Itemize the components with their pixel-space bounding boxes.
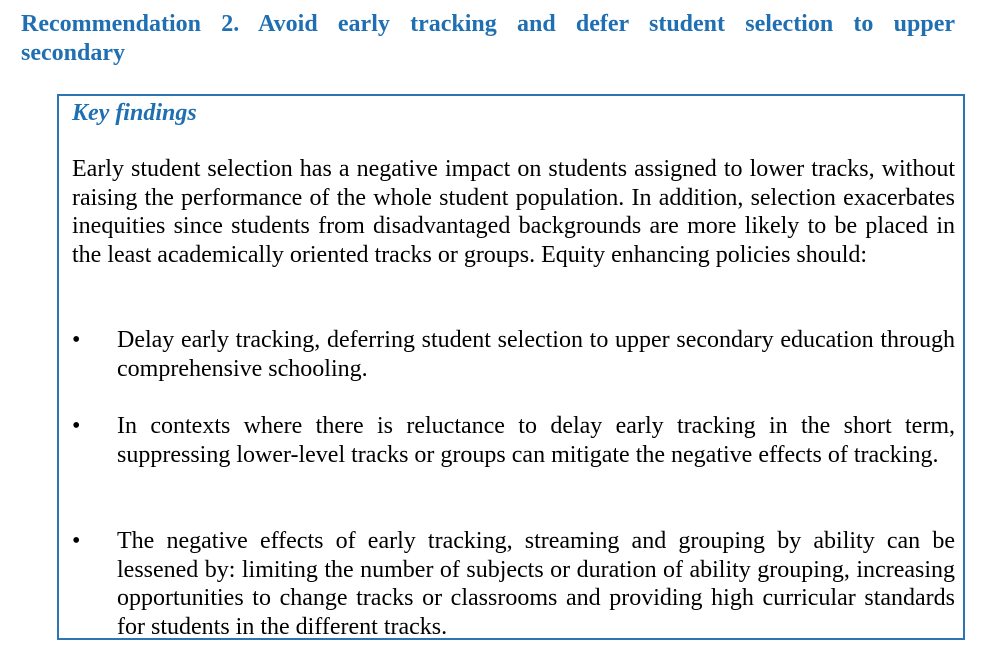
bullet-text: Delay early tracking, deferring student selection to upper secondary education through comprehensive schooling. [117,327,955,382]
bullet-icon: • [72,528,81,554]
key-findings-title: Key findings [72,100,197,126]
key-findings-box [57,94,965,640]
findings-bullet-list [59,96,963,638]
bullet-text: The negative effects of early tracking, streaming and grouping by ability can be lessened by: limiting the number of subjects or duration of ability grouping, increasing opportunities to change tracks or classrooms and providing high curricular standards for students in the different tracks. [117,528,955,640]
key-findings-intro: Early student selection has a negative impact on students assigned to lower tracks, without raising the performance of the whole student population. In addition, selection exacerbates inequities since students from disadvantaged backgrounds are more likely to be placed in the least academically oriented tracks or groups. Equity enhancing policies should: [72,156,955,268]
bullet-icon: • [72,413,81,439]
bullet-text: In contexts where there is reluctance to delay early tracking in the short term, suppressing lower-level tracks or groups can mitigate the negative effects of tracking. [117,413,955,468]
bullet-icon: • [72,327,81,353]
recommendation-heading: Recommendation 2. Avoid early tracking and defer student selection to upper secondary [21,11,955,66]
